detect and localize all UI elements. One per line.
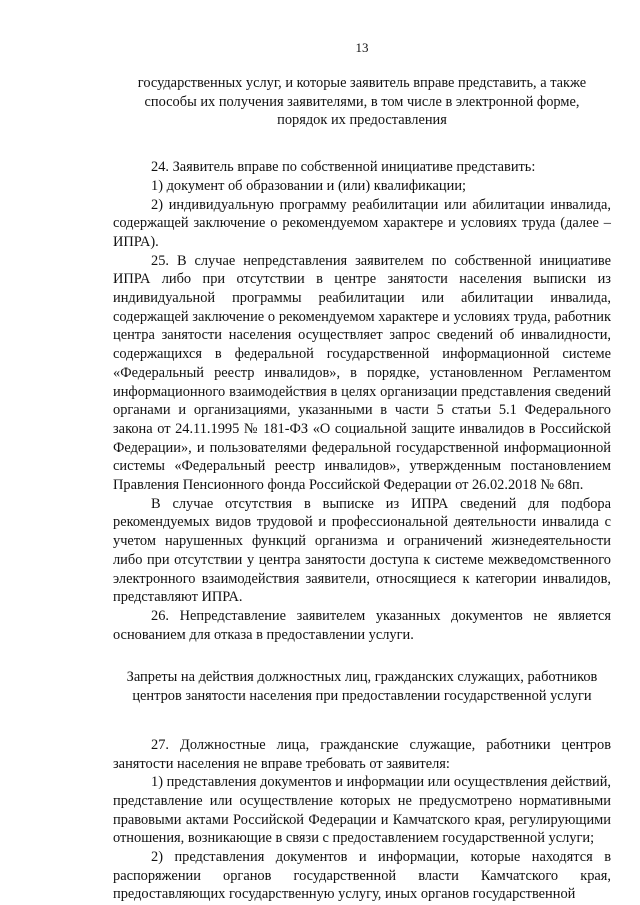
paragraph-26: 26. Непредставление заявителем указанных документов не является основанием для отказа в предоставлении услуги. (113, 607, 611, 643)
paragraph-27: 27. Должностные лица, гражданские служащие, работники центров занятости населения не вправе требовать от заявителя: (113, 736, 611, 772)
paragraph-25: 25. В случае непредставления заявителем по собственной инициативе ИПРА либо при отсутствии в центре занятости населения выписки из индивидуальной программы реабилитации или абилитации инвалида, содержащей заключение о рекомендуемом характере и условиях труда, работник центра занятости населения осуществляет запрос сведений об инвалидности, содержащихся в федеральной государственной информационной системе «Федеральный реестр инвалидов», в порядке, установленном Регламентом информационного взаимодействия в целях организации представления сведений органами и организациями, указанными в части 5 статьи 5.1 Федерального закона от 24.11.1995 № 181-ФЗ «О социальной защите инвалидов в Российской Федерации», и пользователями федеральной государственной информационной системы «Федеральный реестр инвалидов», утвержденным постановлением Правления Пенсионного фонда Российской Федерации от 26.02.2018 № 68п. (113, 252, 611, 494)
spacer (113, 706, 611, 736)
paragraph-24: 24. Заявитель вправе по собственной инициативе представить: (151, 159, 536, 176)
paragraph-25-cont: В случае отсутствия в выписке из ИПРА сведений для подбора рекомендуемых видов трудовой и профессиональной деятельности инвалида с учетом нарушенных функций организма и ограничений жизнедеятельности либо при отсутствии у центра занятости доступа к системе межведомственного электронного взаимодействия заявители, относящиеся к категории инвалидов, представляют ИПРА. (113, 495, 611, 606)
page-number: 13 (355, 40, 369, 55)
section-heading-prohibitions: Запреты на действия должностных лиц, гражданских служащих, работников центров занятости населения при предоставлении государственной услуги (126, 669, 598, 705)
spacer (113, 644, 611, 668)
list-item-27-2: 2) представления документов и информации, которые находятся в распоряжении органов государственной власти Камчатского края, предоставляющих государственную услугу, иных органов государственной (113, 849, 611, 903)
section-heading-continued: государственных услуг, и которые заявитель вправе представить, а также способы их получения заявителями, в том числе в электронной форме, порядок их предоставления (137, 75, 587, 129)
list-item-1: 1) документ об образовании и (или) квалификации; (151, 177, 467, 194)
list-item-27-1: 1) представления документов и информации или осуществления действий, представление или осуществление которых не предусмотрено нормативными правовыми актами Российской Федерации и Камчатского края, регулирующими отношения, возникающие в связи с предоставлением государственной услуги; (113, 774, 611, 847)
document-page (113, 40, 611, 904)
spacer (113, 130, 611, 158)
list-item-2: 2) индивидуальную программу реабилитации или абилитации инвалида, содержащей заключение о рекомендуемом характере и условиях труда (далее – ИПРА). (113, 196, 611, 250)
